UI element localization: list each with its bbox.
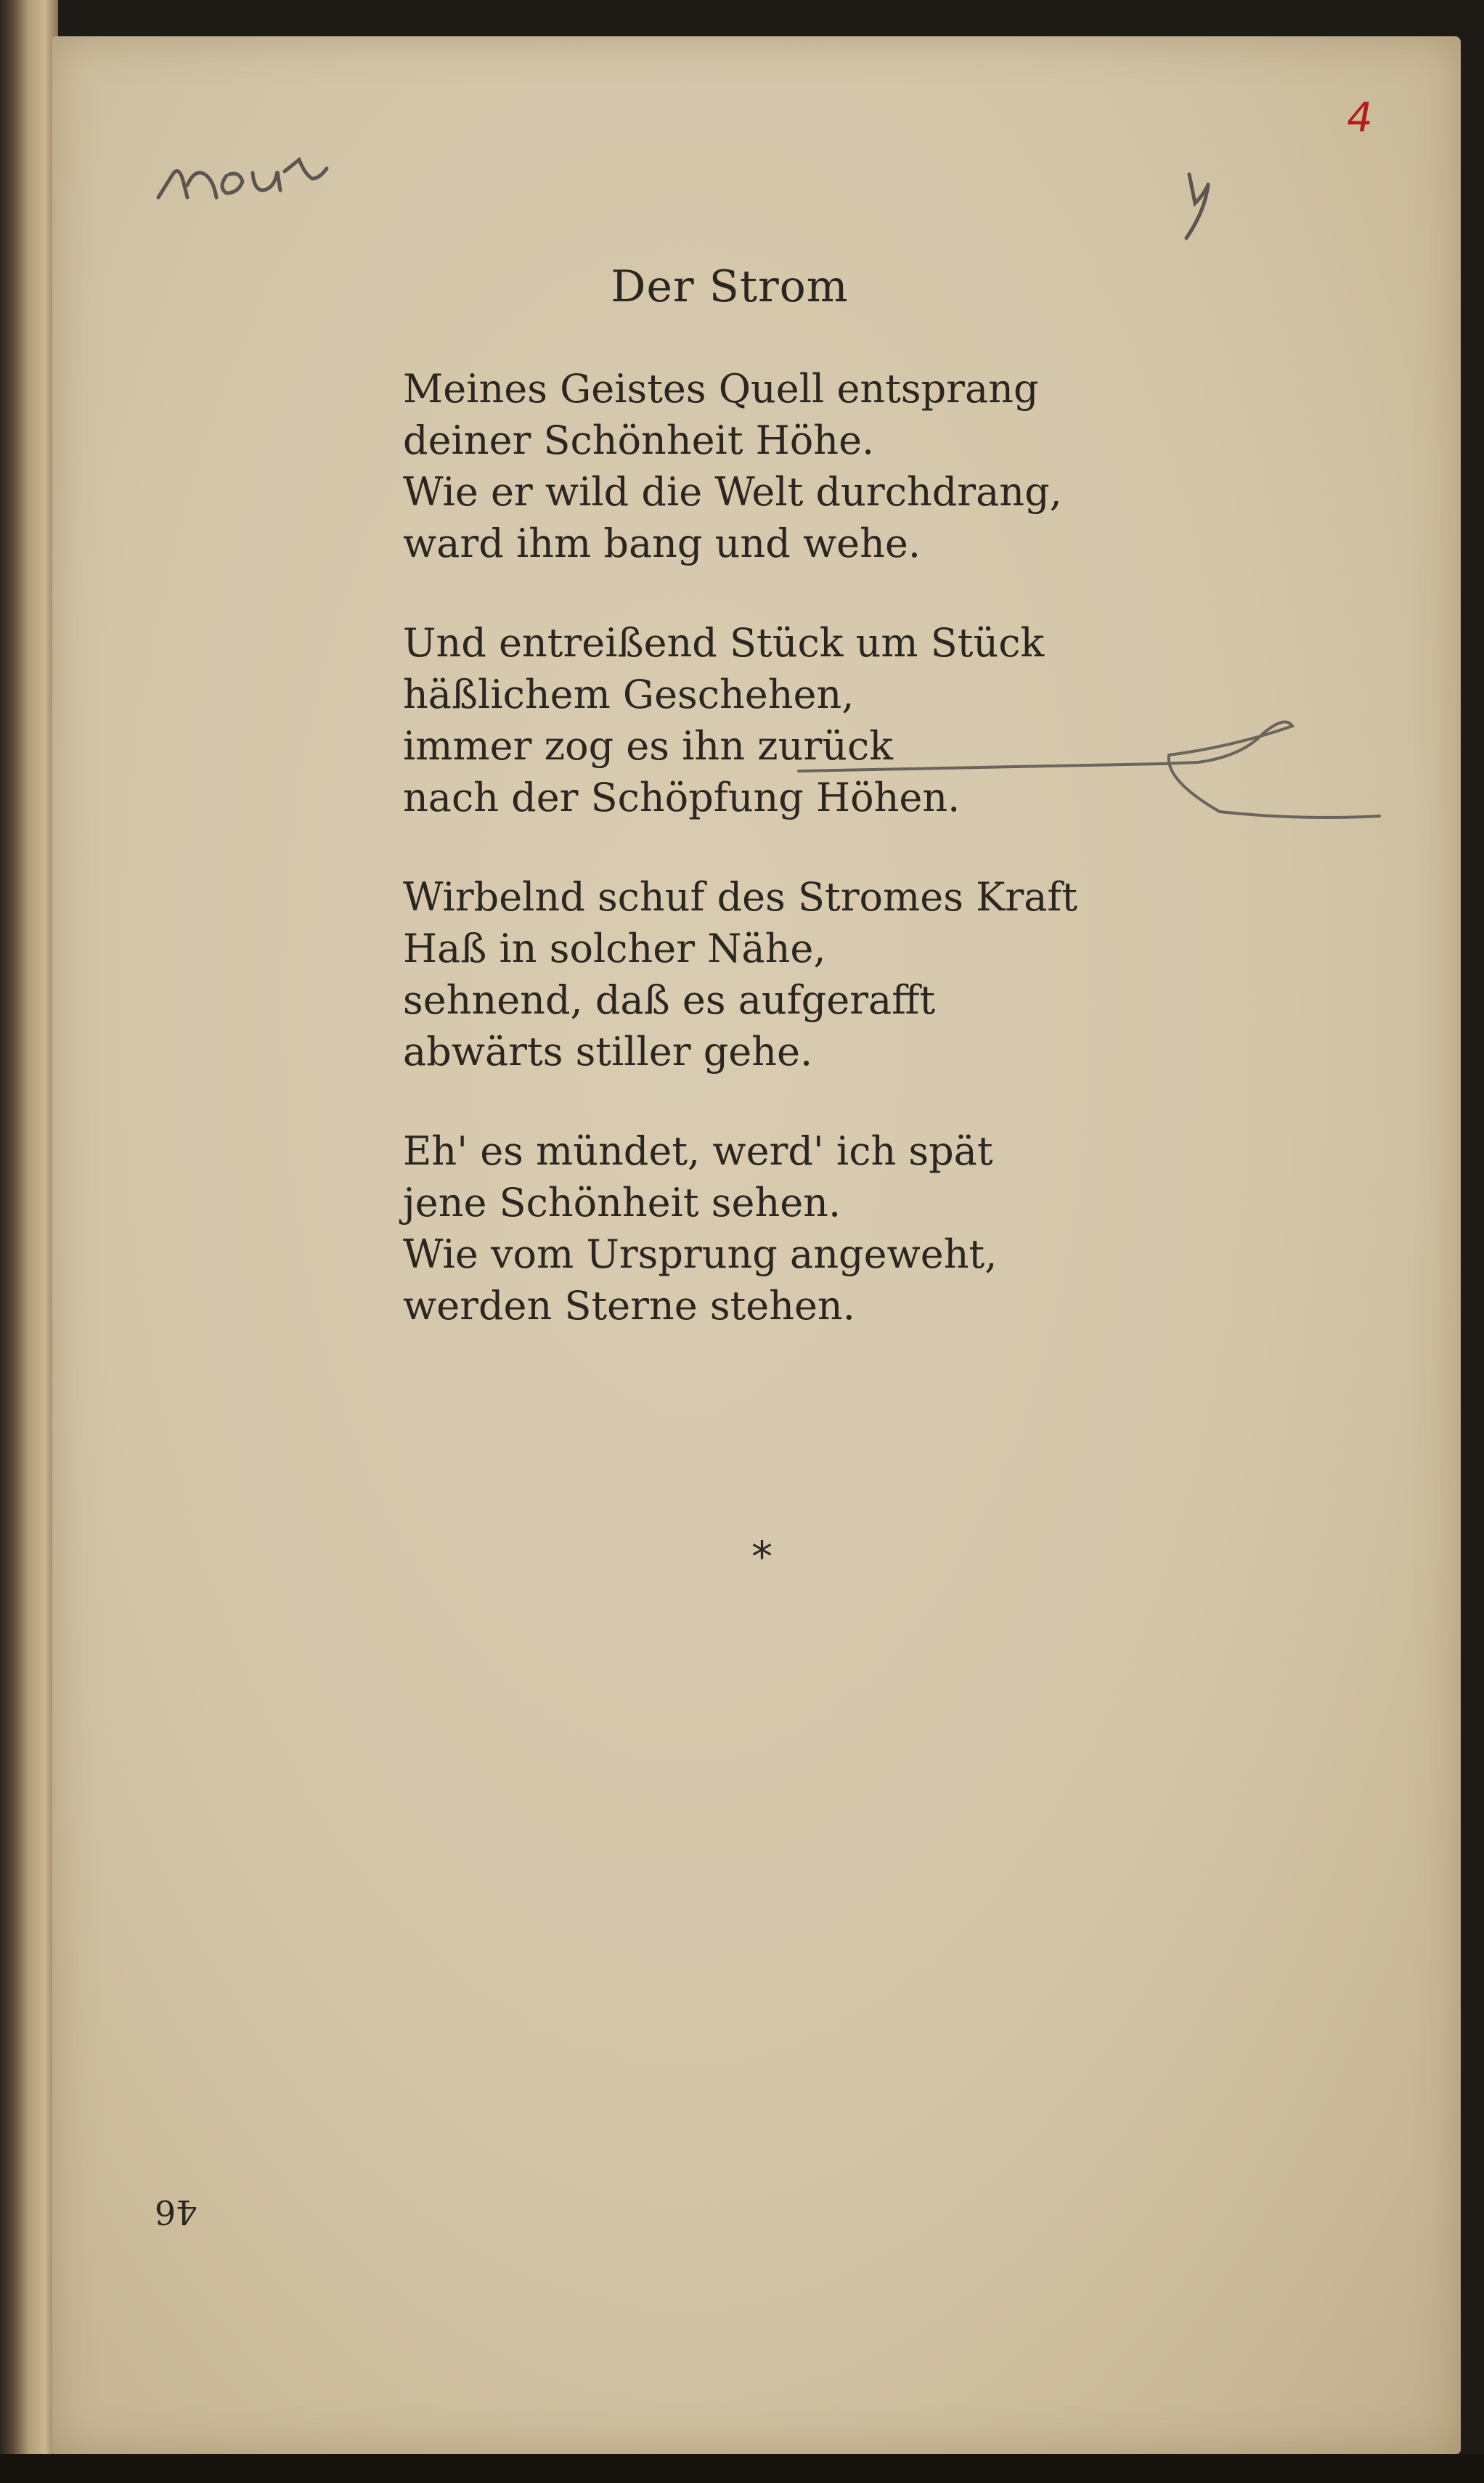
poem-line: Wirbelnd schuf des Stromes Kraft (403, 874, 1078, 920)
poem-line: immer zog es ihn zurück (403, 723, 893, 769)
poem-line: nach der Schöpfung Höhen. (403, 775, 961, 820)
poem-line: Meines Geistes Quell entsprang (403, 366, 1039, 412)
poem-title: Der Strom (611, 261, 849, 312)
poem-line: Haß in solcher Nähe, (403, 926, 826, 971)
stanza-4 (403, 1125, 997, 1332)
ornament-asterisk: * (751, 1532, 772, 1581)
poem-line: Und entreißend Stück um Stück (403, 620, 1045, 666)
poem-line: Eh' es mündet, werd' ich spät (403, 1128, 993, 1174)
poem-line: jene Schönheit sehen. (403, 1180, 841, 1226)
poem-line: abwärts stiller gehe. (403, 1029, 813, 1075)
poem-line: werden Sterne stehen. (403, 1283, 855, 1329)
poem-line: Wie vom Ursprung angeweht, (403, 1231, 998, 1277)
poem-line: deiner Schönheit Höhe. (403, 417, 875, 463)
stanza-2 (403, 617, 1044, 823)
book-spine-edge (0, 0, 58, 2483)
scan-bottom-edge (0, 2454, 1484, 2483)
red-folio-number: 4 (1342, 94, 1377, 142)
stanza-1 (403, 363, 1062, 569)
poem-line: ward ihm bang und wehe. (403, 521, 921, 566)
poem-line: Wie er wild die Welt durchdrang, (403, 469, 1062, 515)
stanza-3 (403, 871, 1077, 1077)
poem-line: sehnend, daß es aufgerafft (403, 977, 936, 1023)
poem-line: häßlichem Geschehen, (403, 672, 855, 717)
page-number: 46 (155, 2193, 197, 2232)
